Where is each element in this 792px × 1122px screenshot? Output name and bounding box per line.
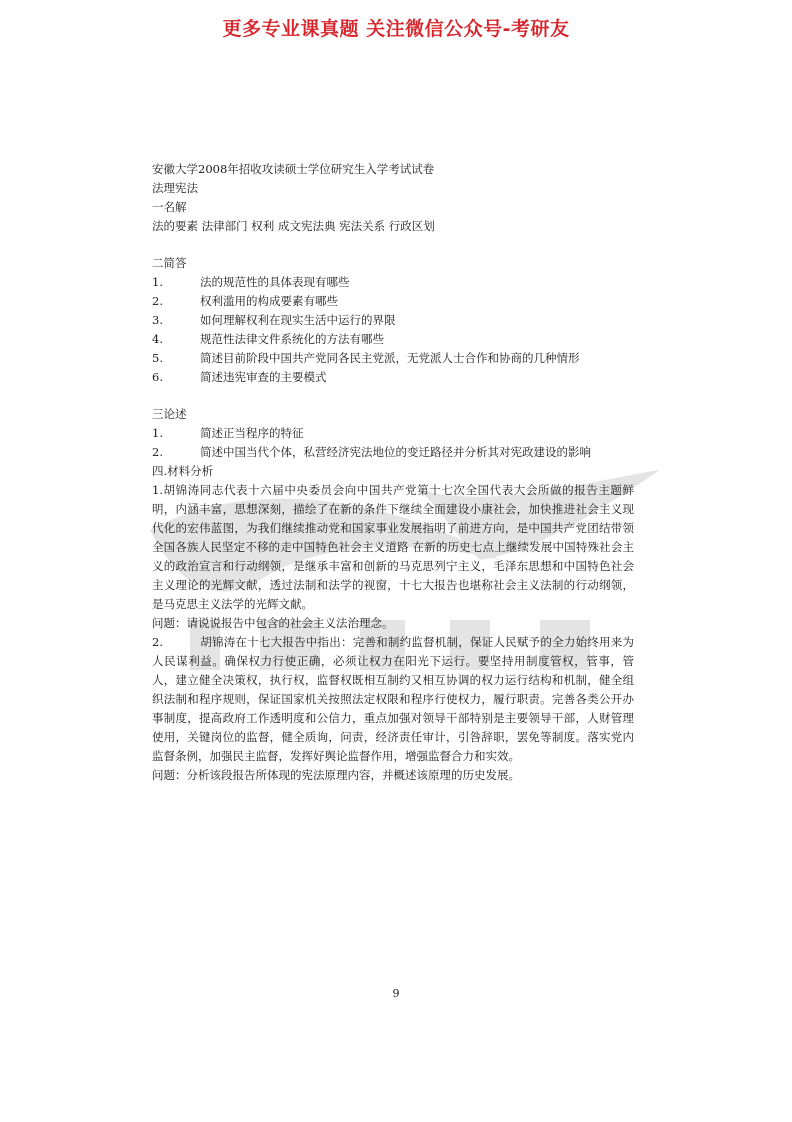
- section-heading-2: 二简答: [152, 256, 187, 270]
- term-list: 法的要素 法律部门 权利 成文宪法典 宪法关系 行政区划: [152, 219, 435, 233]
- list-item: 1. 法的规范性的具体表现有哪些: [152, 275, 350, 289]
- question-1: 问题：请说说报告中包含的社会主义法治理念。: [152, 616, 394, 630]
- list-item: 6. 简述违宪审查的主要模式: [152, 370, 327, 384]
- list-item: 1. 简述正当程序的特征: [152, 426, 304, 440]
- section-heading-3: 三论述: [152, 407, 187, 421]
- list-item: 2. 权利滥用的构成要素有哪些: [152, 294, 338, 308]
- header-banner: 更多专业课真题 关注微信公众号-考研友: [222, 18, 570, 40]
- page-number: 9: [392, 987, 400, 1000]
- exam-content: [152, 160, 634, 785]
- subject-title: 法理宪法: [152, 181, 198, 195]
- question-2: 问题：分析该段报告所体现的宪法原理内容，并概述该原理的历史发展。: [152, 768, 520, 782]
- section-heading-1: 一名解: [152, 200, 187, 214]
- material-1: 1.胡锦涛同志代表十六届中央委员会向中国共产党第十七次全国代表大会所做的报告主题鲜明，内涵丰富，思想深刻，描绘了在新的条件下继续全面建设小康社会，加快推进社会主义现代化的宏伟蓝图，为我们继续推动党和国家事业发展指明了前进方向，是中国共产党团结带领全国各族人民坚定不移的走中国特色社会主义道路 在新的历史七点上继续发展中国特殊社会主义的政治宣言和行动纲领，是继承丰富和创新的马克思列宁主义，毛泽东思想和中国特色社会主义理论的光辉文献，透过法制和法学的视窗，十七大报告也堪称社会主义法制的行动纲领，是马克思主义法学的光辉文献。: [152, 483, 634, 611]
- material-2: 2. 胡锦涛在十七大报告中指出：完善和制约监督机制，保证人民赋予的全力始终用来为人民谋利益。确保权力行使正确，必须让权力在阳光下运行。要坚持用制度管权，管事，管人，建立健全决策权，执行权，监督权既相互制约又相互协调的权力运行结构和机制，健全组织法制和程序规则，保证国家机关按照法定权限和程序行使权力，履行职责。完善各类公开办事制度，提高政府工作透明度和公信力，重点加强对领导干部特别是主要领导干部，人财管理使用，关键岗位的监督，健全质询，问责，经济责任审计，引咎辞职，罢免等制度。落实党内监督条例，加强民主监督，发挥好舆论监督作用，增强监督合力和实效。: [152, 635, 634, 763]
- list-item: 2. 简述中国当代个体，私营经济宪法地位的变迁路径并分析其对宪政建设的影响: [152, 445, 591, 459]
- section-heading-4: 四.材料分析: [152, 464, 214, 478]
- list-item: 4. 规范性法律文件系统化的方法有哪些: [152, 332, 384, 346]
- list-item: 5. 简述目前阶段中国共产党同各民主党派，无党派人士合作和协商的几种情形: [152, 351, 580, 365]
- list-item: 3. 如何理解权利在现实生活中运行的界限: [152, 313, 396, 327]
- exam-title: 安徽大学2008年招收攻读硕士学位研究生入学考试试卷: [152, 162, 435, 176]
